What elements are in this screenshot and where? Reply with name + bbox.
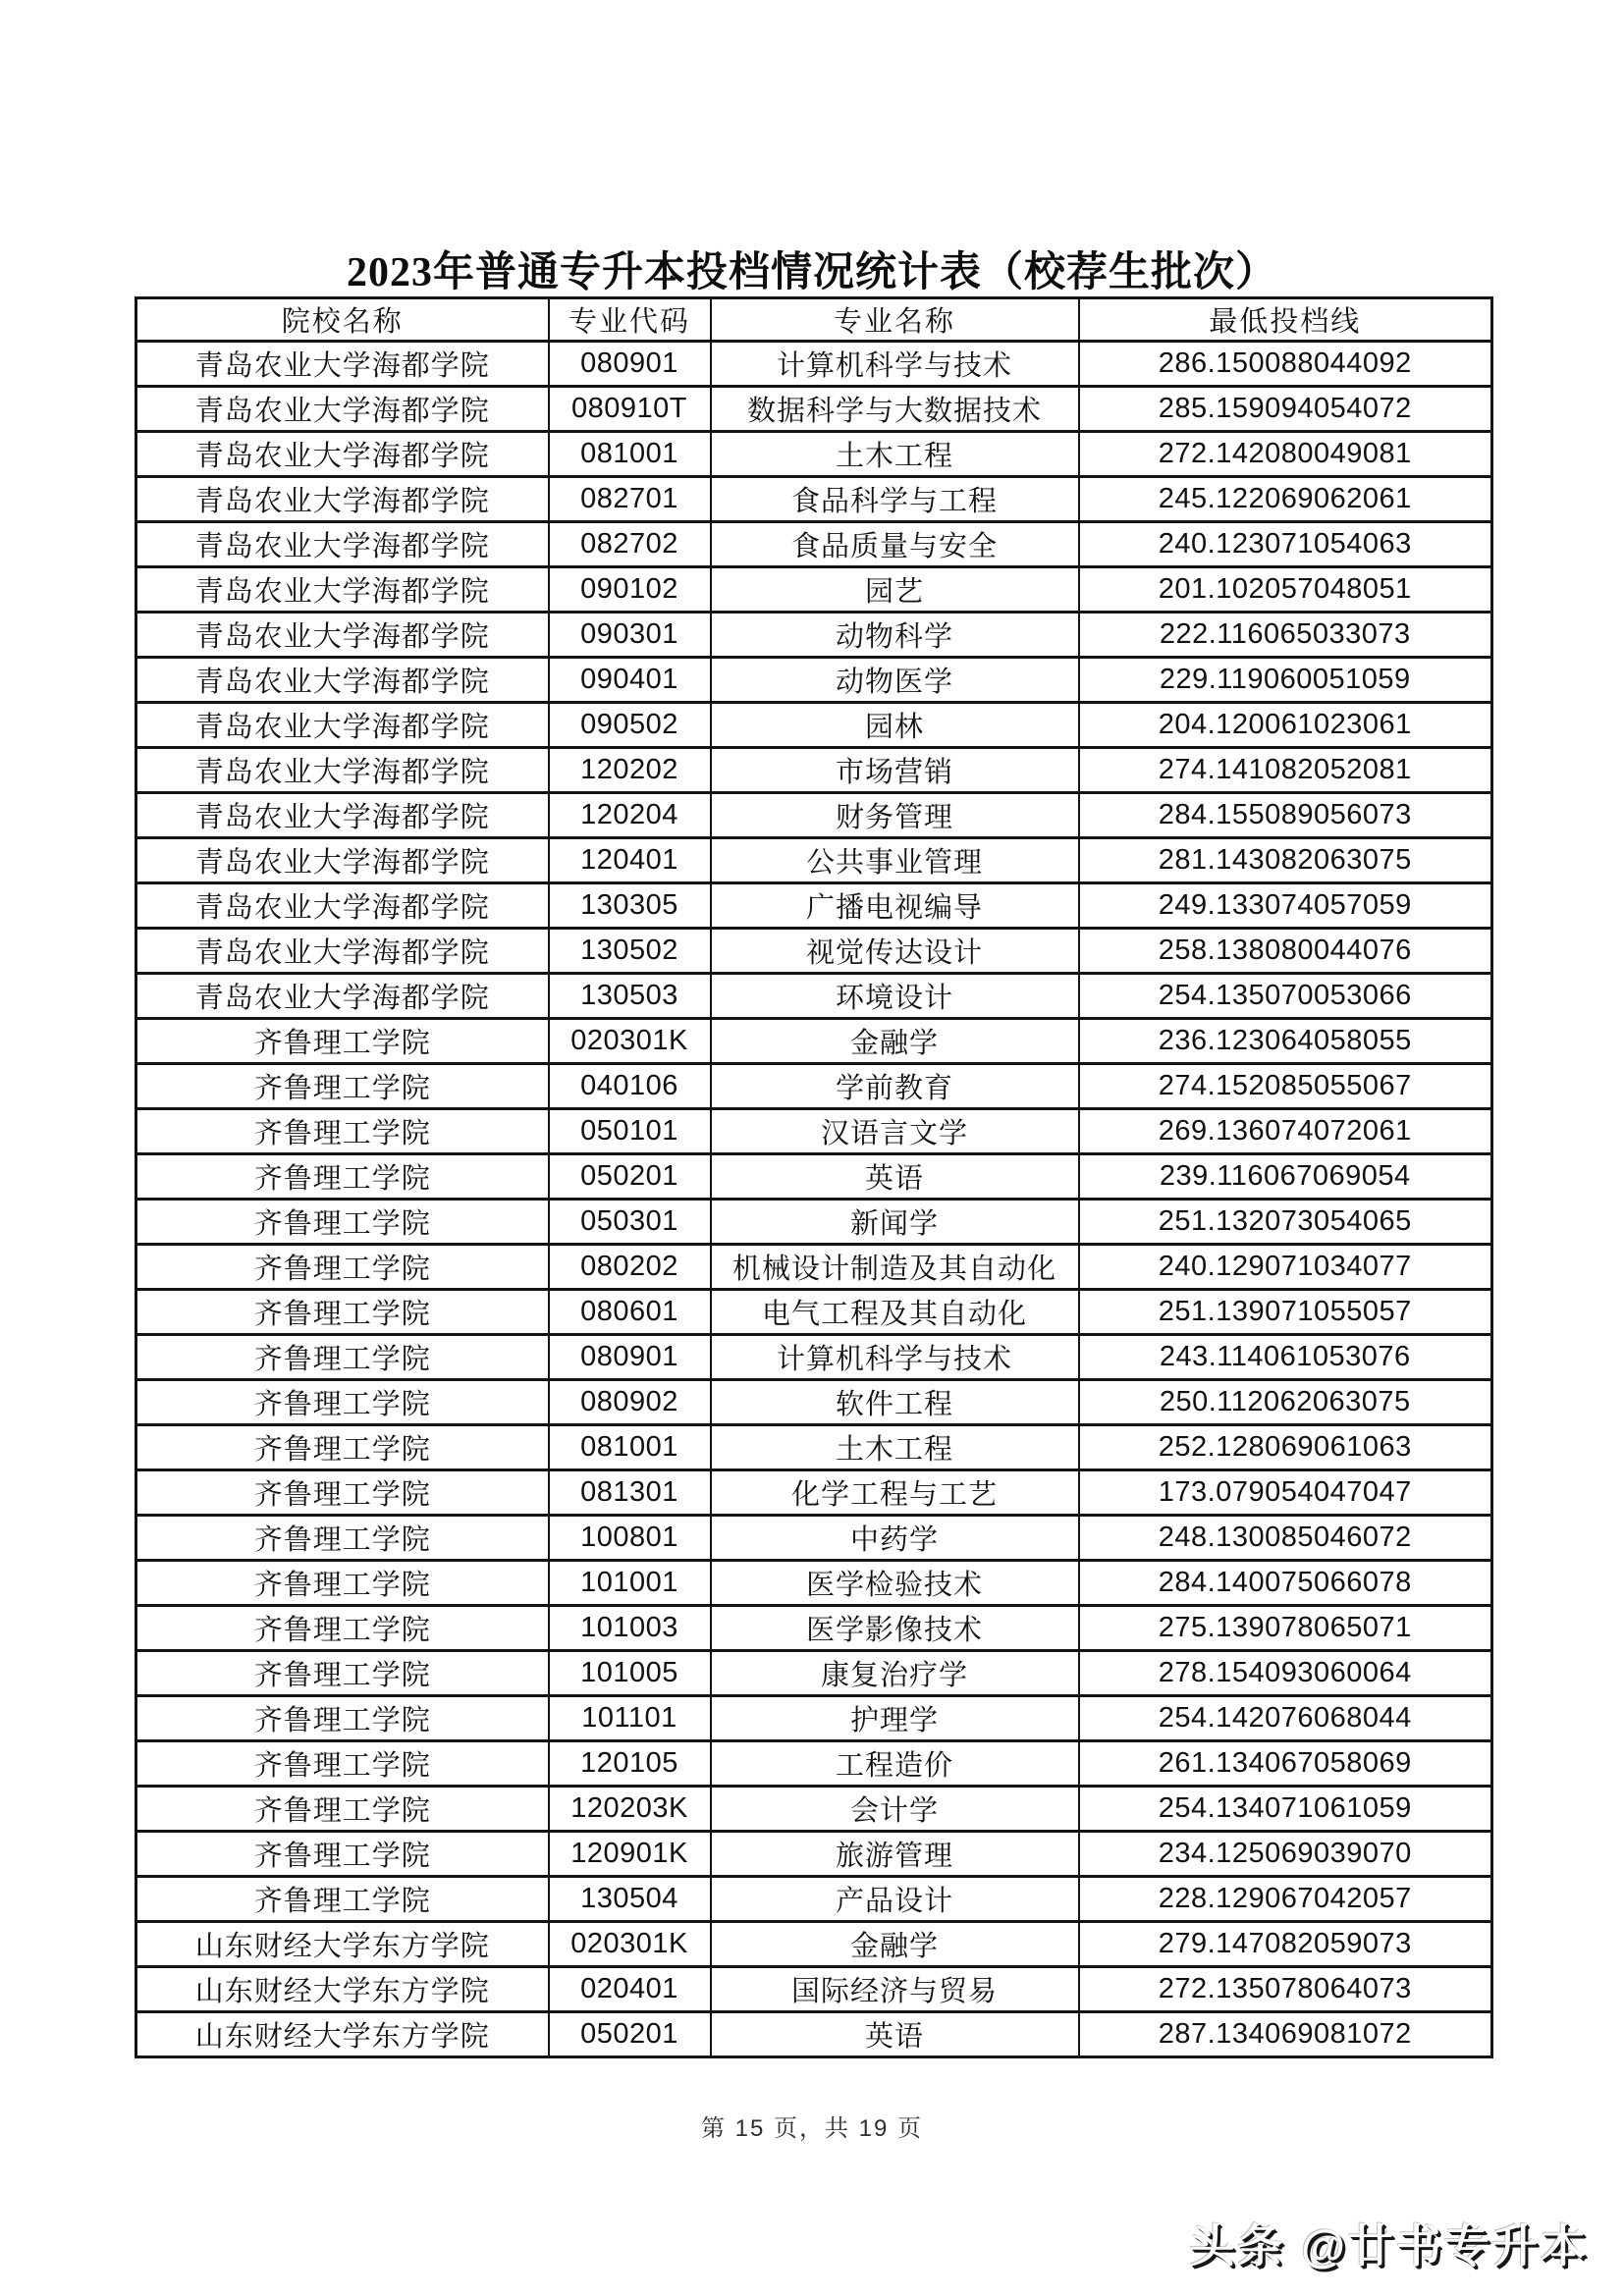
cell-college-name: 齐鲁理工学院 <box>136 1380 549 1425</box>
cell-major-name: 环境设计 <box>711 974 1079 1019</box>
cell-major-name: 计算机科学与技术 <box>711 1335 1079 1380</box>
table-row <box>136 1516 1492 1561</box>
cell-major-code: 020401 <box>549 1967 711 2012</box>
table-row <box>136 1064 1492 1109</box>
cell-min-score-line: 252.128069061063 <box>1079 1425 1492 1470</box>
cell-min-score-line: 254.142076068044 <box>1079 1696 1492 1741</box>
cell-major-name: 中药学 <box>711 1516 1079 1561</box>
cell-college-name: 齐鲁理工学院 <box>136 1696 549 1741</box>
cell-major-code: 082701 <box>549 477 711 522</box>
cell-min-score-line: 269.136074072061 <box>1079 1109 1492 1154</box>
cell-major-name: 国际经济与贸易 <box>711 1967 1079 2012</box>
cell-college-name: 齐鲁理工学院 <box>136 1064 549 1109</box>
cell-major-code: 081001 <box>549 432 711 477</box>
cell-major-code: 120203K <box>549 1787 711 1832</box>
table-body <box>136 342 1492 2057</box>
cell-min-score-line: 254.134071061059 <box>1079 1787 1492 1832</box>
cell-major-code: 090502 <box>549 703 711 748</box>
cell-college-name: 青岛农业大学海都学院 <box>136 883 549 929</box>
cell-college-name: 山东财经大学东方学院 <box>136 1922 549 1967</box>
cell-major-name: 园艺 <box>711 567 1079 613</box>
cell-major-name: 会计学 <box>711 1787 1079 1832</box>
cell-college-name: 青岛农业大学海都学院 <box>136 929 549 974</box>
cell-major-code: 100801 <box>549 1516 711 1561</box>
table-row <box>136 342 1492 387</box>
watermark: 头条 @廿书专升本 <box>1189 2220 1589 2271</box>
cell-college-name: 齐鲁理工学院 <box>136 1425 549 1470</box>
cell-college-name: 青岛农业大学海都学院 <box>136 522 549 567</box>
cell-min-score-line: 229.119060051059 <box>1079 658 1492 703</box>
cell-major-name: 数据科学与大数据技术 <box>711 387 1079 432</box>
cell-major-name: 金融学 <box>711 1922 1079 1967</box>
cell-min-score-line: 274.152085055067 <box>1079 1064 1492 1109</box>
cell-major-name: 食品科学与工程 <box>711 477 1079 522</box>
cell-min-score-line: 281.143082063075 <box>1079 838 1492 883</box>
score-table <box>135 296 1493 2058</box>
cell-major-code: 101005 <box>549 1651 711 1696</box>
cell-major-name: 产品设计 <box>711 1877 1079 1922</box>
cell-major-name: 电气工程及其自动化 <box>711 1290 1079 1335</box>
cell-major-code: 090301 <box>549 613 711 658</box>
table-row <box>136 432 1492 477</box>
cell-major-code: 080601 <box>549 1290 711 1335</box>
cell-major-code: 120202 <box>549 748 711 793</box>
cell-college-name: 齐鲁理工学院 <box>136 1787 549 1832</box>
cell-major-name: 园林 <box>711 703 1079 748</box>
table-row <box>136 883 1492 929</box>
cell-major-code: 120105 <box>549 1741 711 1787</box>
cell-min-score-line: 234.125069039070 <box>1079 1832 1492 1877</box>
table-row <box>136 567 1492 613</box>
cell-min-score-line: 228.129067042057 <box>1079 1877 1492 1922</box>
cell-major-name: 动物科学 <box>711 613 1079 658</box>
table-row <box>136 1154 1492 1200</box>
cell-min-score-line: 245.122069062061 <box>1079 477 1492 522</box>
table-row <box>136 658 1492 703</box>
table-row <box>136 1651 1492 1696</box>
cell-major-code: 130305 <box>549 883 711 929</box>
cell-major-code: 080901 <box>549 342 711 387</box>
table-row <box>136 1741 1492 1787</box>
cell-college-name: 青岛农业大学海都学院 <box>136 342 549 387</box>
cell-major-code: 020301K <box>549 1922 711 1967</box>
cell-major-name: 医学影像技术 <box>711 1606 1079 1651</box>
cell-major-code: 082702 <box>549 522 711 567</box>
table-row <box>136 929 1492 974</box>
cell-college-name: 青岛农业大学海都学院 <box>136 477 549 522</box>
cell-major-code: 120901K <box>549 1832 711 1877</box>
cell-min-score-line: 173.079054047047 <box>1079 1470 1492 1516</box>
cell-major-name: 土木工程 <box>711 1425 1079 1470</box>
cell-major-name: 英语 <box>711 2012 1079 2057</box>
cell-major-name: 护理学 <box>711 1696 1079 1741</box>
cell-college-name: 齐鲁理工学院 <box>136 1470 549 1516</box>
cell-major-code: 050201 <box>549 2012 711 2057</box>
cell-major-name: 机械设计制造及其自动化 <box>711 1245 1079 1290</box>
cell-min-score-line: 251.139071055057 <box>1079 1290 1492 1335</box>
cell-min-score-line: 250.112062063075 <box>1079 1380 1492 1425</box>
cell-college-name: 青岛农业大学海都学院 <box>136 658 549 703</box>
table-row <box>136 703 1492 748</box>
table-row <box>136 1606 1492 1651</box>
cell-major-code: 050201 <box>549 1154 711 1200</box>
cell-major-name: 汉语言文学 <box>711 1109 1079 1154</box>
cell-college-name: 青岛农业大学海都学院 <box>136 793 549 838</box>
cell-major-code: 050301 <box>549 1200 711 1245</box>
cell-college-name: 山东财经大学东方学院 <box>136 2012 549 2057</box>
cell-college-name: 青岛农业大学海都学院 <box>136 748 549 793</box>
table-row <box>136 1561 1492 1606</box>
cell-college-name: 齐鲁理工学院 <box>136 1741 549 1787</box>
cell-major-name: 软件工程 <box>711 1380 1079 1425</box>
cell-major-name: 医学检验技术 <box>711 1561 1079 1606</box>
table-row <box>136 838 1492 883</box>
cell-major-code: 080910T <box>549 387 711 432</box>
col-header-college-name: 院校名称 <box>136 298 549 342</box>
cell-major-code: 120401 <box>549 838 711 883</box>
cell-min-score-line: 201.102057048051 <box>1079 567 1492 613</box>
cell-major-name: 学前教育 <box>711 1064 1079 1109</box>
cell-major-name: 公共事业管理 <box>711 838 1079 883</box>
table-row <box>136 1787 1492 1832</box>
page-number: 第 15 页，共 19 页 <box>700 2115 924 2142</box>
cell-college-name: 齐鲁理工学院 <box>136 1109 549 1154</box>
col-header-major-name: 专业名称 <box>711 298 1079 342</box>
cell-min-score-line: 284.155089056073 <box>1079 793 1492 838</box>
cell-min-score-line: 272.142080049081 <box>1079 432 1492 477</box>
col-header-min-score-line: 最低投档线 <box>1079 298 1492 342</box>
cell-min-score-line: 239.116067069054 <box>1079 1154 1492 1200</box>
cell-min-score-line: 222.116065033073 <box>1079 613 1492 658</box>
table-row <box>136 1109 1492 1154</box>
cell-college-name: 齐鲁理工学院 <box>136 1561 549 1606</box>
cell-college-name: 山东财经大学东方学院 <box>136 1967 549 2012</box>
table-row <box>136 974 1492 1019</box>
cell-major-code: 080202 <box>549 1245 711 1290</box>
table-row <box>136 1290 1492 1335</box>
cell-min-score-line: 249.133074057059 <box>1079 883 1492 929</box>
table-row <box>136 1470 1492 1516</box>
table-row <box>136 1832 1492 1877</box>
cell-major-name: 康复治疗学 <box>711 1651 1079 1696</box>
cell-min-score-line: 236.123064058055 <box>1079 1019 1492 1064</box>
cell-college-name: 青岛农业大学海都学院 <box>136 567 549 613</box>
cell-min-score-line: 278.154093060064 <box>1079 1651 1492 1696</box>
cell-major-code: 090102 <box>549 567 711 613</box>
cell-min-score-line: 284.140075066078 <box>1079 1561 1492 1606</box>
cell-major-code: 080902 <box>549 1380 711 1425</box>
cell-college-name: 齐鲁理工学院 <box>136 1877 549 1922</box>
cell-min-score-line: 272.135078064073 <box>1079 1967 1492 2012</box>
cell-college-name: 齐鲁理工学院 <box>136 1290 549 1335</box>
cell-major-code: 020301K <box>549 1019 711 1064</box>
cell-major-code: 101001 <box>549 1561 711 1606</box>
cell-major-name: 土木工程 <box>711 432 1079 477</box>
cell-min-score-line: 243.114061053076 <box>1079 1335 1492 1380</box>
cell-major-name: 广播电视编导 <box>711 883 1079 929</box>
table-row <box>136 1922 1492 1967</box>
cell-college-name: 齐鲁理工学院 <box>136 1651 549 1696</box>
table-row <box>136 1967 1492 2012</box>
cell-min-score-line: 261.134067058069 <box>1079 1741 1492 1787</box>
cell-min-score-line: 287.134069081072 <box>1079 2012 1492 2057</box>
cell-major-code: 130502 <box>549 929 711 974</box>
cell-min-score-line: 275.139078065071 <box>1079 1606 1492 1651</box>
table-row <box>136 613 1492 658</box>
cell-college-name: 青岛农业大学海都学院 <box>136 838 549 883</box>
table-header-row <box>136 298 1492 342</box>
cell-major-code: 090401 <box>549 658 711 703</box>
table-row <box>136 1877 1492 1922</box>
table-row <box>136 1425 1492 1470</box>
cell-major-name: 金融学 <box>711 1019 1079 1064</box>
cell-college-name: 青岛农业大学海都学院 <box>136 703 549 748</box>
cell-college-name: 青岛农业大学海都学院 <box>136 432 549 477</box>
table-row <box>136 522 1492 567</box>
col-header-major-code: 专业代码 <box>549 298 711 342</box>
cell-min-score-line: 204.120061023061 <box>1079 703 1492 748</box>
cell-min-score-line: 248.130085046072 <box>1079 1516 1492 1561</box>
cell-college-name: 齐鲁理工学院 <box>136 1516 549 1561</box>
page-title: 2023年普通专升本投档情况统计表（校荐生批次） <box>346 250 1277 295</box>
table-row <box>136 1696 1492 1741</box>
cell-major-name: 财务管理 <box>711 793 1079 838</box>
cell-major-name: 计算机科学与技术 <box>711 342 1079 387</box>
cell-major-code: 130503 <box>549 974 711 1019</box>
cell-min-score-line: 279.147082059073 <box>1079 1922 1492 1967</box>
cell-major-code: 080901 <box>549 1335 711 1380</box>
cell-major-code: 130504 <box>549 1877 711 1922</box>
cell-college-name: 齐鲁理工学院 <box>136 1019 549 1064</box>
cell-major-code: 101003 <box>549 1606 711 1651</box>
cell-college-name: 齐鲁理工学院 <box>136 1606 549 1651</box>
cell-college-name: 青岛农业大学海都学院 <box>136 974 549 1019</box>
cell-college-name: 齐鲁理工学院 <box>136 1335 549 1380</box>
cell-major-code: 101101 <box>549 1696 711 1741</box>
table-row <box>136 1019 1492 1064</box>
cell-major-name: 新闻学 <box>711 1200 1079 1245</box>
table-row <box>136 1245 1492 1290</box>
cell-major-code: 040106 <box>549 1064 711 1109</box>
table-row <box>136 1335 1492 1380</box>
cell-min-score-line: 285.159094054072 <box>1079 387 1492 432</box>
cell-major-name: 旅游管理 <box>711 1832 1079 1877</box>
cell-major-name: 英语 <box>711 1154 1079 1200</box>
cell-min-score-line: 251.132073054065 <box>1079 1200 1492 1245</box>
cell-min-score-line: 240.129071034077 <box>1079 1245 1492 1290</box>
table-row <box>136 1380 1492 1425</box>
cell-min-score-line: 286.150088044092 <box>1079 342 1492 387</box>
table-row <box>136 387 1492 432</box>
cell-major-code: 081001 <box>549 1425 711 1470</box>
cell-major-code: 050101 <box>549 1109 711 1154</box>
cell-min-score-line: 240.123071054063 <box>1079 522 1492 567</box>
cell-min-score-line: 258.138080044076 <box>1079 929 1492 974</box>
cell-college-name: 青岛农业大学海都学院 <box>136 613 549 658</box>
cell-major-name: 市场营销 <box>711 748 1079 793</box>
cell-major-name: 化学工程与工艺 <box>711 1470 1079 1516</box>
cell-college-name: 齐鲁理工学院 <box>136 1154 549 1200</box>
table-row <box>136 477 1492 522</box>
cell-major-code: 120204 <box>549 793 711 838</box>
table-row <box>136 1200 1492 1245</box>
cell-major-name: 工程造价 <box>711 1741 1079 1787</box>
cell-major-code: 081301 <box>549 1470 711 1516</box>
cell-min-score-line: 254.135070053066 <box>1079 974 1492 1019</box>
cell-min-score-line: 274.141082052081 <box>1079 748 1492 793</box>
cell-major-name: 动物医学 <box>711 658 1079 703</box>
cell-major-name: 视觉传达设计 <box>711 929 1079 974</box>
cell-college-name: 齐鲁理工学院 <box>136 1200 549 1245</box>
table-row <box>136 748 1492 793</box>
cell-college-name: 青岛农业大学海都学院 <box>136 387 549 432</box>
cell-college-name: 齐鲁理工学院 <box>136 1832 549 1877</box>
cell-major-name: 食品质量与安全 <box>711 522 1079 567</box>
cell-college-name: 齐鲁理工学院 <box>136 1245 549 1290</box>
table-row <box>136 793 1492 838</box>
table-row <box>136 2012 1492 2057</box>
